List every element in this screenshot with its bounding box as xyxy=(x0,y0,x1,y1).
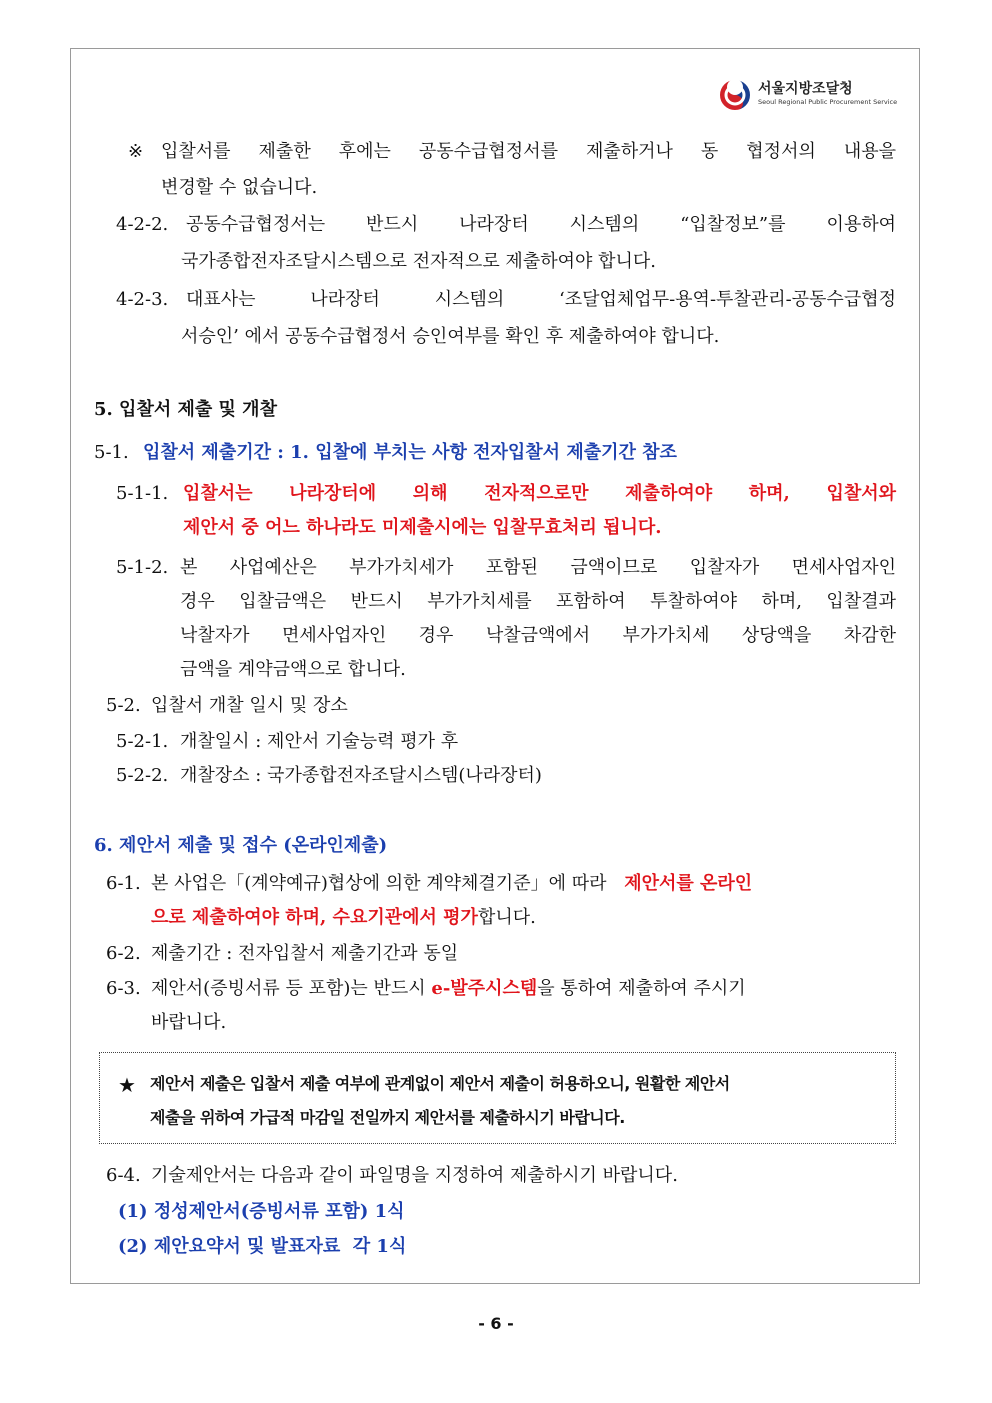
note-line-2: 변경할 수 없습니다. xyxy=(161,177,318,198)
page-number: - 6 - xyxy=(478,1314,514,1333)
section-6-1-line-2-plain: 합니다. xyxy=(477,907,536,928)
taegeuk-logo-icon xyxy=(718,78,752,112)
item-4-2-2-number: 4-2-2. xyxy=(116,214,169,235)
section-5-1-1-line-1: 입찰서는 나라장터에 의해 전자적으로만 제출하여야 하며, 입찰서와 xyxy=(183,483,896,504)
item-4-2-2-line-2: 국가종합전자조달시스템으로 전자적으로 제출하여야 합니다. xyxy=(181,251,656,272)
section-6-3-number: 6-3. xyxy=(106,978,141,999)
section-6-4-item-2: (2) 제안요약서 및 발표자료 각 1식 xyxy=(118,1236,407,1257)
section-5-1-1-line-2: 제안서 중 어느 하나라도 미제출시에는 입찰무효처리 됩니다. xyxy=(183,517,662,538)
section-5-2-text: 입찰서 개찰 일시 및 장소 xyxy=(151,695,348,716)
section-6-3-line-1-tail: 을 통하여 제출하여 주시기 xyxy=(537,978,746,999)
section-6-2-number: 6-2. xyxy=(106,943,141,964)
section-6-4-number: 6-4. xyxy=(106,1165,141,1186)
section-5-1-2-line-4: 금액을 계약금액으로 합니다. xyxy=(180,659,406,680)
section-6-3-line-1-plain: 제안서(증빙서류 등 포함)는 반드시 xyxy=(151,978,426,999)
item-4-2-3-number: 4-2-3. xyxy=(116,289,169,310)
agency-logo xyxy=(718,76,898,112)
logo-name-english: Seoul Regional Public Procurement Service xyxy=(758,98,898,106)
item-4-2-3-line-2: 서승인’ 에서 공동수급협정서 승인여부를 확인 후 제출하여야 합니다. xyxy=(181,326,720,347)
section-5-1-2-line-2: 경우 입찰금액은 반드시 부가가치세를 포함하여 투찰하여야 하며, 입찰결과 xyxy=(180,591,896,612)
item-4-2-2-line-1: 공동수급협정서는 반드시 나라장터 시스템의 “입찰정보”를 이용하여 xyxy=(186,214,896,235)
logo-name-korean: 서울지방조달청 xyxy=(758,81,853,97)
section-5-2-1-number: 5-2-1. xyxy=(116,731,169,752)
section-5-2-1-text: 개찰일시 : 제안서 기술능력 평가 후 xyxy=(180,731,459,752)
notice-line-2: 제출을 위하여 가급적 마감일 전일까지 제안서를 제출하시기 바랍니다. xyxy=(150,1108,625,1127)
section-6-1-line-2 xyxy=(151,906,536,930)
section-6-3-line-1-emphasis: e-발주시스템 xyxy=(431,978,538,999)
section-5-2-2-number: 5-2-2. xyxy=(116,765,169,786)
star-icon: ★ xyxy=(118,1073,136,1097)
section-5-1-2-number: 5-1-2. xyxy=(116,557,169,578)
section-6-2-text: 제출기간 : 전자입찰서 제출기간과 동일 xyxy=(151,943,459,964)
section-6-1-number: 6-1. xyxy=(106,873,141,894)
section-6-1-line-2-emphasis: 으로 제출하여야 하며, 수요기관에서 평가 xyxy=(151,907,478,928)
section-6-title: 6. 제안서 제출 및 접수 (온라인제출) xyxy=(94,835,388,856)
section-6-4-item-1: (1) 정성제안서(증빙서류 포함) 1식 xyxy=(118,1201,405,1222)
notice-line-1: 제안서 제출은 입찰서 제출 여부에 관계없이 제안서 제출이 허용하오니, 원활한 제안서 xyxy=(150,1074,730,1093)
section-6-1-line-1-plain: 본 사업은「(계약예규)협상에 의한 계약체결기준」에 따라 xyxy=(151,873,607,894)
section-6-3-line-2: 바랍니다. xyxy=(151,1012,227,1033)
note-line-1: 입찰서를 제출한 후에는 공동수급협정서를 제출하거나 동 협정서의 내용을 xyxy=(161,141,896,162)
item-4-2-3-line-1: 대표사는 나라장터 시스템의 ‘조달업체업무-용역-투찰관리-공동수급협정 xyxy=(186,289,896,310)
section-5-1-2-line-3: 낙찰자가 면세사업자인 경우 낙찰금액에서 부가가치세 상당액을 차감한 xyxy=(180,625,896,646)
section-6-3-line-1 xyxy=(151,977,746,1001)
section-5-1-2-line-1: 본 사업예산은 부가가치세가 포함된 금액이므로 입찰자가 면세사업자인 xyxy=(180,557,896,578)
section-5-2-number: 5-2. xyxy=(106,695,141,716)
section-5-title: 5. 입찰서 제출 및 개찰 xyxy=(94,399,277,420)
note-mark: ※ xyxy=(128,141,144,162)
notice-box xyxy=(99,1052,896,1144)
section-6-1-line-1-emphasis: 제안서를 온라인 xyxy=(624,873,753,894)
section-5-1-1-number: 5-1-1. xyxy=(116,483,169,504)
section-6-4-text: 기술제안서는 다음과 같이 파일명을 지정하여 제출하시기 바랍니다. xyxy=(151,1165,678,1186)
section-5-2-2-text: 개찰장소 : 국가종합전자조달시스템(나라장터) xyxy=(180,765,542,786)
section-5-1-text: 입찰서 제출기간 : 1. 입찰에 부치는 사항 전자입찰서 제출기간 참조 xyxy=(143,442,677,463)
section-5-1-number: 5-1. xyxy=(94,442,129,463)
section-6-1-line-1 xyxy=(151,872,752,896)
